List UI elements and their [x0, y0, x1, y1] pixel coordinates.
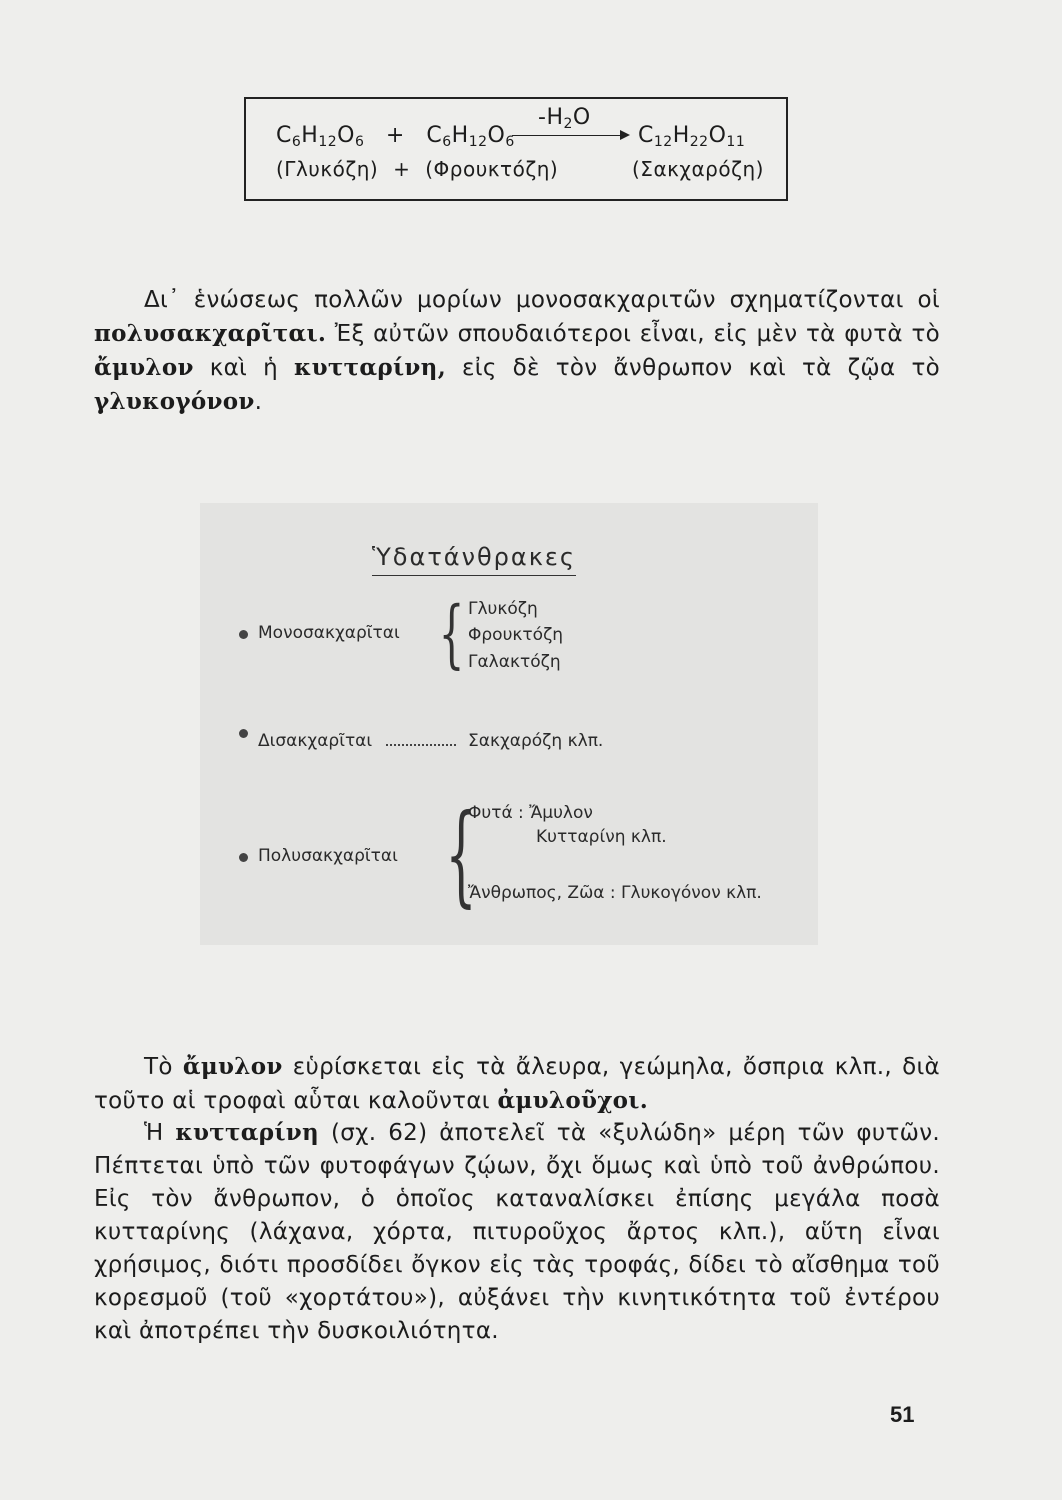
name-glucose: (Γλυκόζη) [276, 157, 379, 181]
para1-text-4: εἰς δὲ τὸν ἄνθρωπον καὶ τὰ ζῷα τὸ [446, 355, 940, 381]
para1-text-5: . [254, 389, 263, 415]
para2-text-1: Τὸ [144, 1054, 183, 1080]
plus-sign-2: + [393, 157, 411, 181]
carbohydrates-diagram [200, 503, 818, 945]
paragraph-cellulose [94, 1116, 940, 1348]
poly-humans: Ἄνθρωπος, Ζῶα : Γλυκογόνον κλπ. [468, 883, 762, 903]
equation-box [244, 97, 788, 201]
para3-text-2: (σχ. 62) ἀποτελεῖ τὰ «ξυλώδη» μέρη τῶν φυτῶν. Πέπτεται ὑπὸ τῶν φυτοφάγων ζῴων, ὄχι ὅμως καὶ ὑπὸ τοῦ ἀνθρώπου. Εἰς τὸν ἄνθρωπον, ὁ ὁποῖος καταναλίσκει ἐπίσης μεγάλα ποσὰ κυτταρίνης (λάχανα, χόρτα, πιτυροῦχος ἄρτος κλπ.), αὕτη εἶναι χρήσιμος, διότι προσδίδει ὄγκον εἰς τὰς τροφάς, δίδει τὸ αἴσθημα τοῦ κορεσμοῦ (τοῦ «χορτάτου»), αὐξάνει τὴν κινητικότητα τοῦ ἐντέρου καὶ ἀποτρέπει τὴν δυσκοιλιότητα. [94, 1120, 940, 1344]
mono-label: Μονοσακχαρῖται [258, 623, 400, 643]
plus-sign: + [385, 123, 405, 148]
reaction-arrow [512, 135, 624, 136]
equation-formula-row [276, 123, 515, 150]
paragraph-polysaccharides [94, 284, 940, 419]
reactant-fructose: $C_6H_{12}O_6$ [426, 123, 515, 150]
name-sucrose: (Σακχαρόζη) [632, 157, 764, 181]
page-number: 51 [890, 1402, 915, 1427]
term-starch: ἄμυλον [94, 354, 194, 381]
arrow-head [620, 130, 630, 140]
poly-label: Πολυσακχαρῖται [258, 846, 398, 866]
para2-text-2: εὑρίσκεται εἰς τὰ ἄλευρα, γεώμηλα, ὄσπρια κλπ., διὰ τοῦτο αἱ τροφαὶ αὗται καλοῦνται [94, 1054, 940, 1114]
equation-names-row [276, 157, 558, 181]
para1-text-1: Δι᾽ ἑνώσεως πολλῶν μορίων μονοσακχαριτῶν σχηματίζονται οἱ [144, 287, 940, 313]
di-label: Δισακχαρῖται [258, 731, 373, 751]
dotted-leader [386, 744, 456, 746]
mono-item-fructose: Φρουκτόζη [468, 625, 564, 645]
bullet-icon [239, 729, 248, 738]
term-polysaccharides: πολυσακχαρῖται. [94, 320, 327, 347]
reactant-glucose: $C_6H_{12}O_6$ [276, 123, 365, 150]
mono-item-glucose: Γλυκόζη [468, 599, 538, 619]
term-cellulose-2: κυτταρίνη [175, 1119, 320, 1146]
poly-plants-2: Κυτταρίνη κλπ. [536, 827, 667, 847]
mono-item-galactose: Γαλακτόζη [468, 652, 561, 672]
poly-plants: Φυτά : Ἄμυλον [468, 803, 593, 823]
product-sucrose: $C_{12}H_{22}O_{11}$ [638, 123, 746, 150]
brace-icon: { [438, 591, 465, 677]
term-starch-2: ἄμυλον [182, 1053, 283, 1080]
term-glycogen: γλυκογόνον [94, 388, 255, 415]
para1-text-3: καὶ ἡ [193, 355, 295, 381]
para1-text-2: Ἐξ αὐτῶν σπουδαιότεροι εἶναι, εἰς μὲν τὰ φυτὰ τὸ [326, 321, 940, 347]
bullet-icon [239, 853, 248, 862]
paragraph-starch [94, 1050, 940, 1118]
di-items: Σακχαρόζη κλπ. [468, 731, 604, 751]
name-fructose: (Φρουκτόζη) [425, 157, 559, 181]
bullet-icon [239, 630, 248, 639]
term-cellulose: κυτταρίνη, [294, 354, 447, 381]
brace-icon: { [445, 790, 477, 918]
term-starchy: ἀμυλοῦχοι. [497, 1087, 649, 1114]
reaction-condition: $-H_2O$ [538, 105, 591, 132]
para3-text-1: Ἡ [144, 1120, 176, 1146]
diagram-title: Ὑδατάνθρακες [372, 543, 576, 576]
